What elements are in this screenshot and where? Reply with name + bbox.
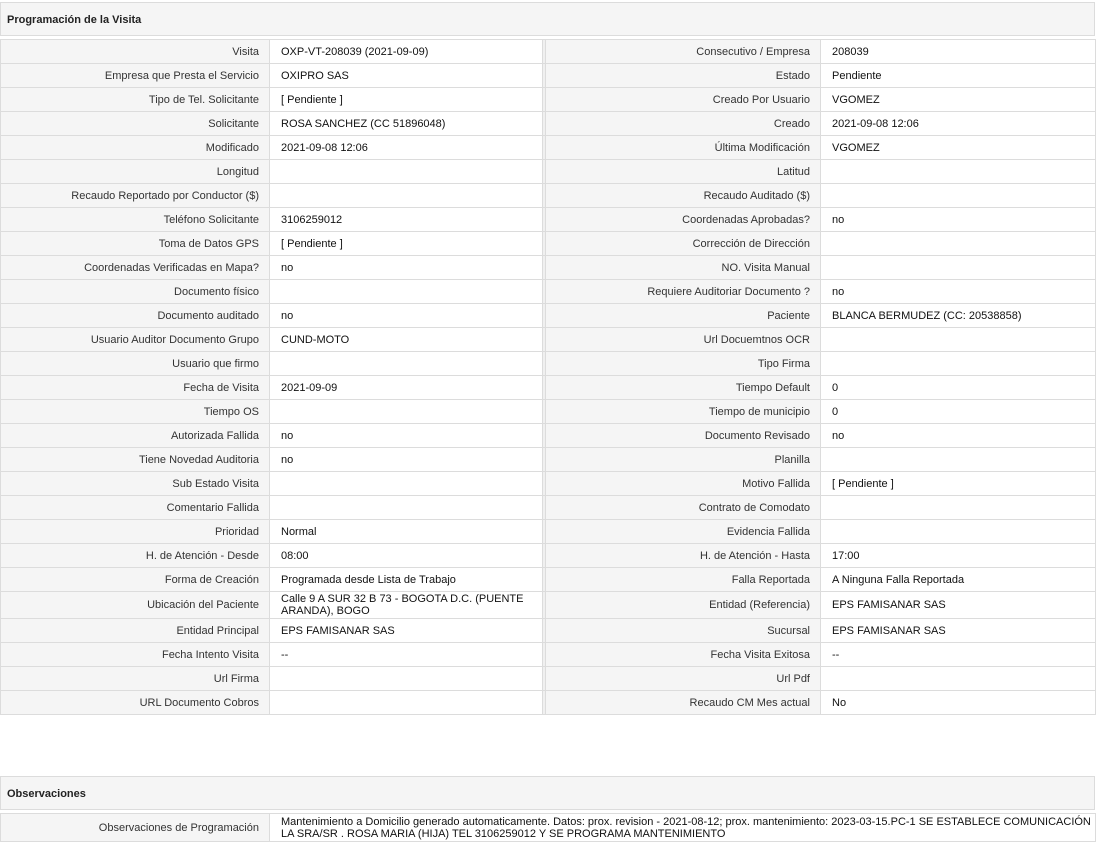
field-value: 3106259012: [270, 208, 543, 232]
field-value: [270, 400, 543, 424]
table-row: [1, 352, 1096, 376]
field-label: Falla Reportada: [546, 568, 821, 592]
table-row: [1, 88, 1096, 112]
field-value: [270, 667, 543, 691]
table-row: [1, 643, 1096, 667]
table-row: [1, 448, 1096, 472]
field-label: Recaudo Auditado ($): [546, 184, 821, 208]
field-value: A Ninguna Falla Reportada: [821, 568, 1096, 592]
field-value: no: [821, 424, 1096, 448]
field-value: 208039: [821, 40, 1096, 64]
field-label: Ubicación del Paciente: [1, 592, 270, 619]
field-value: [ Pendiente ]: [270, 232, 543, 256]
field-label: Solicitante: [1, 112, 270, 136]
field-label: Contrato de Comodato: [546, 496, 821, 520]
field-value: no: [270, 304, 543, 328]
field-label: NO. Visita Manual: [546, 256, 821, 280]
observaciones-row: [1, 814, 1096, 842]
field-value: no: [821, 208, 1096, 232]
field-value: VGOMEZ: [821, 88, 1096, 112]
field-label: Usuario Auditor Documento Grupo: [1, 328, 270, 352]
section-title-observaciones: Observaciones: [0, 776, 1095, 810]
field-value: CUND-MOTO: [270, 328, 543, 352]
field-label: Modificado: [1, 136, 270, 160]
field-label: H. de Atención - Desde: [1, 544, 270, 568]
field-label: Recaudo CM Mes actual: [546, 691, 821, 715]
field-value: Mantenimiento a Domicilio generado automaticamente. Datos: prox. revision - 2021-08-12; prox. mantenimiento: 2023-03-15.PC-1 SE ESTABLECE COMUNICACIÓN LA SRA/SR . ROSA MARIA (HIJA) TEL 3106259012 Y SE PROGRAMA MANTENIMIENTO: [270, 814, 1096, 842]
table-row: [1, 232, 1096, 256]
field-value: [270, 472, 543, 496]
field-value: [821, 256, 1096, 280]
table-row: [1, 280, 1096, 304]
field-label: Fecha de Visita: [1, 376, 270, 400]
field-value: Normal: [270, 520, 543, 544]
field-label: URL Documento Cobros: [1, 691, 270, 715]
field-value: EPS FAMISANAR SAS: [821, 619, 1096, 643]
field-label: Motivo Fallida: [546, 472, 821, 496]
field-value: [821, 448, 1096, 472]
table-row: [1, 160, 1096, 184]
field-value: No: [821, 691, 1096, 715]
field-label: Tipo de Tel. Solicitante: [1, 88, 270, 112]
field-label: Coordenadas Verificadas en Mapa?: [1, 256, 270, 280]
field-value: no: [821, 280, 1096, 304]
field-value: [821, 328, 1096, 352]
field-value: BLANCA BERMUDEZ (CC: 20538858): [821, 304, 1096, 328]
field-label: Planilla: [546, 448, 821, 472]
field-label: Fecha Visita Exitosa: [546, 643, 821, 667]
field-label: Fecha Intento Visita: [1, 643, 270, 667]
field-label: Teléfono Solicitante: [1, 208, 270, 232]
field-value: no: [270, 448, 543, 472]
field-value: [821, 520, 1096, 544]
field-value: [ Pendiente ]: [270, 88, 543, 112]
field-label: Autorizada Fallida: [1, 424, 270, 448]
field-value: [270, 280, 543, 304]
table-row: [1, 112, 1096, 136]
field-value: OXIPRO SAS: [270, 64, 543, 88]
field-value: EPS FAMISANAR SAS: [270, 619, 543, 643]
field-label: Url Docuemtnos OCR: [546, 328, 821, 352]
field-label: Latitud: [546, 160, 821, 184]
field-label: Creado: [546, 112, 821, 136]
field-label: Empresa que Presta el Servicio: [1, 64, 270, 88]
field-label: Tipo Firma: [546, 352, 821, 376]
field-value: 2021-09-08 12:06: [270, 136, 543, 160]
field-label: Requiere Auditoriar Documento ?: [546, 280, 821, 304]
table-row: [1, 328, 1096, 352]
field-label: Tiempo Default: [546, 376, 821, 400]
field-label: Forma de Creación: [1, 568, 270, 592]
table-row: [1, 496, 1096, 520]
field-label: Consecutivo / Empresa: [546, 40, 821, 64]
field-value: [270, 496, 543, 520]
field-value: [270, 160, 543, 184]
field-value: 2021-09-09: [270, 376, 543, 400]
field-value: [270, 691, 543, 715]
field-label: Coordenadas Aprobadas?: [546, 208, 821, 232]
field-value: [821, 160, 1096, 184]
field-label: Comentario Fallida: [1, 496, 270, 520]
field-value: 0: [821, 400, 1096, 424]
field-label: Documento Revisado: [546, 424, 821, 448]
field-label: Observaciones de Programación: [1, 814, 270, 842]
field-value: 2021-09-08 12:06: [821, 112, 1096, 136]
field-label: Visita: [1, 40, 270, 64]
field-label: Sub Estado Visita: [1, 472, 270, 496]
field-value: no: [270, 256, 543, 280]
field-label: Evidencia Fallida: [546, 520, 821, 544]
field-value: VGOMEZ: [821, 136, 1096, 160]
field-label: Paciente: [546, 304, 821, 328]
table-row: [1, 400, 1096, 424]
table-row: [1, 40, 1096, 64]
field-label: Url Firma: [1, 667, 270, 691]
field-value: [821, 352, 1096, 376]
field-label: Toma de Datos GPS: [1, 232, 270, 256]
table-row: [1, 544, 1096, 568]
field-value: --: [270, 643, 543, 667]
field-value: Calle 9 A SUR 32 B 73 - BOGOTA D.C. (PUENTE ARANDA), BOGO: [270, 592, 543, 619]
field-value: --: [821, 643, 1096, 667]
field-value: 17:00: [821, 544, 1096, 568]
field-label: Entidad Principal: [1, 619, 270, 643]
field-value: [821, 232, 1096, 256]
field-label: H. de Atención - Hasta: [546, 544, 821, 568]
field-value: [ Pendiente ]: [821, 472, 1096, 496]
table-row: [1, 424, 1096, 448]
field-value: ROSA SANCHEZ (CC 51896048): [270, 112, 543, 136]
table-row: [1, 472, 1096, 496]
field-value: EPS FAMISANAR SAS: [821, 592, 1096, 619]
table-row: [1, 667, 1096, 691]
field-label: Longitud: [1, 160, 270, 184]
field-label: Tiempo OS: [1, 400, 270, 424]
field-label: Tiempo de municipio: [546, 400, 821, 424]
table-row: [1, 592, 1096, 619]
field-value: 0: [821, 376, 1096, 400]
field-label: Entidad (Referencia): [546, 592, 821, 619]
field-label: Url Pdf: [546, 667, 821, 691]
field-value: no: [270, 424, 543, 448]
table-row: [1, 568, 1096, 592]
table-row: [1, 691, 1096, 715]
field-value: [821, 667, 1096, 691]
section-title-programacion: Programación de la Visita: [0, 2, 1095, 36]
table-row: [1, 184, 1096, 208]
field-value: [270, 352, 543, 376]
field-label: Documento físico: [1, 280, 270, 304]
field-value: [821, 496, 1096, 520]
field-value: [270, 184, 543, 208]
field-value: [821, 184, 1096, 208]
field-value: Pendiente: [821, 64, 1096, 88]
table-row: [1, 376, 1096, 400]
field-label: Documento auditado: [1, 304, 270, 328]
field-label: Última Modificación: [546, 136, 821, 160]
field-label: Corrección de Dirección: [546, 232, 821, 256]
table-row: [1, 208, 1096, 232]
table-row: [1, 619, 1096, 643]
field-label: Usuario que firmo: [1, 352, 270, 376]
field-value: 08:00: [270, 544, 543, 568]
table-row: [1, 304, 1096, 328]
visit-details-table: [0, 39, 1096, 715]
table-row: [1, 136, 1096, 160]
field-label: Recaudo Reportado por Conductor ($): [1, 184, 270, 208]
field-label: Prioridad: [1, 520, 270, 544]
field-label: Sucursal: [546, 619, 821, 643]
field-label: Estado: [546, 64, 821, 88]
field-value: Programada desde Lista de Trabajo: [270, 568, 543, 592]
observaciones-table: [0, 813, 1096, 842]
table-row: [1, 64, 1096, 88]
field-label: Creado Por Usuario: [546, 88, 821, 112]
field-value: OXP-VT-208039 (2021-09-09): [270, 40, 543, 64]
field-label: Tiene Novedad Auditoria: [1, 448, 270, 472]
table-row: [1, 520, 1096, 544]
table-row: [1, 256, 1096, 280]
